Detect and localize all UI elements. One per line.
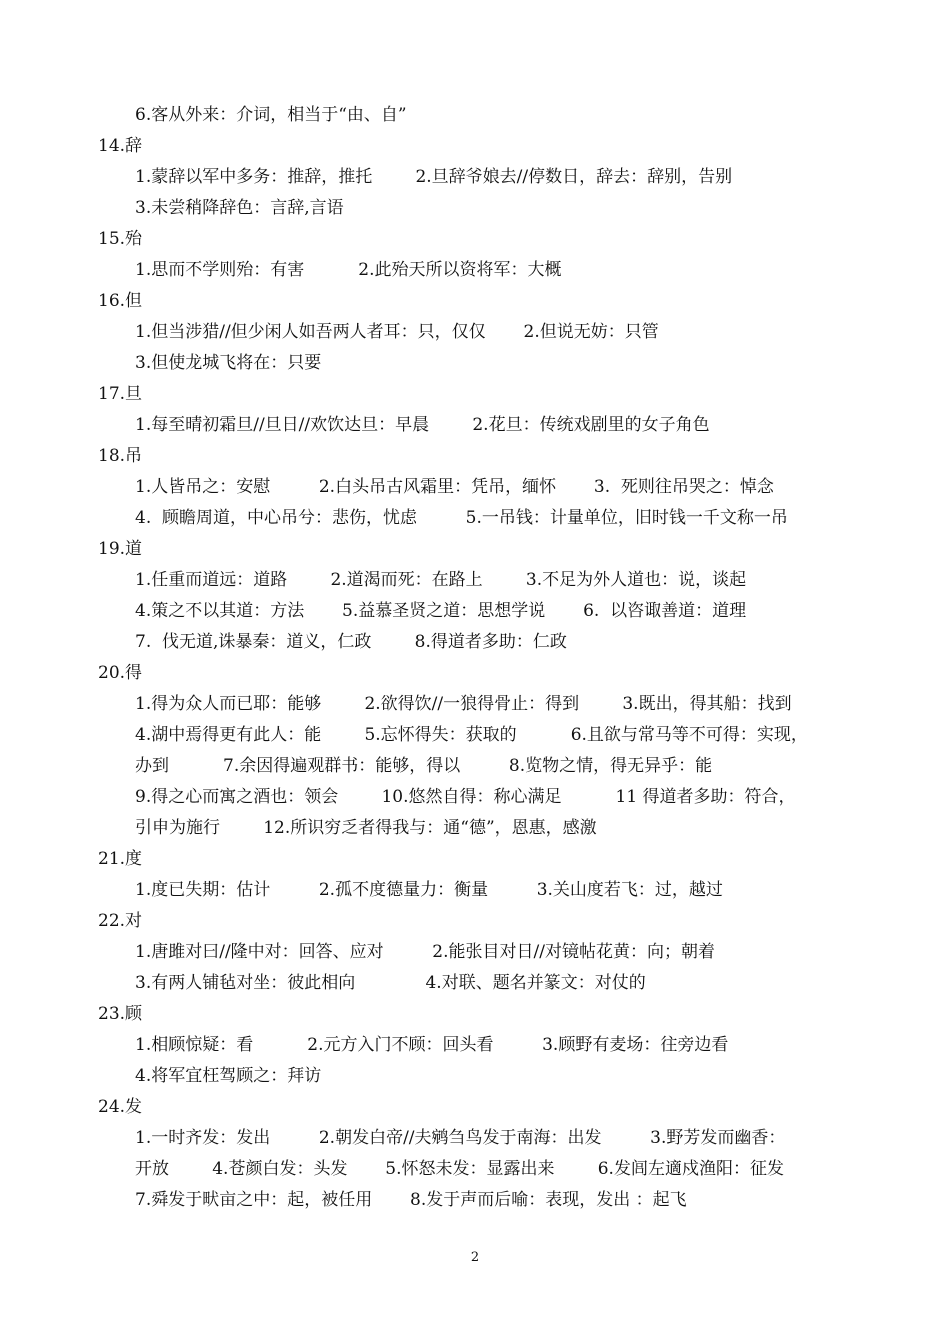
entry-heading: 24.发 <box>98 1097 143 1117</box>
definition-line: 1.人皆吊之：安慰 2.白头吊古风霜里：凭吊，缅怀 3. 死则往吊哭之：悼念 <box>135 477 774 497</box>
definition-line: 4. 顾瞻周道，中心吊兮：悲伤，忧虑 5.一吊钱：计量单位，旧时钱一千文称一吊 <box>135 508 788 528</box>
definition-line: 7.舜发于畎亩之中：起，被任用 8.发于声而后喻：表现，发出 ：起飞 <box>135 1190 687 1210</box>
definition-line: 1.任重而道远：道路 2.道渴而死：在路上 3.不足为外人道也：说，谈起 <box>135 570 747 590</box>
entry-heading: 22.对 <box>98 911 143 931</box>
entry-heading: 20.得 <box>98 663 143 683</box>
definition-line: 4.湖中焉得更有此人：能 5.忘怀得失：获取的 6.且欲与常马等不可得：实现， <box>135 725 808 745</box>
definition-continuation: 办到 7.余因得遍观群书：能够，得以 8.览物之情，得无异乎：能 <box>135 756 713 776</box>
definition-line: 1.唐雎对曰//隆中对：回答、应对 2.能张目对日//对镜帖花黄：向；朝着 <box>135 942 715 962</box>
entry-heading: 23.顾 <box>98 1004 143 1024</box>
entry-heading: 21.度 <box>98 849 143 869</box>
definition-line: 1.度已失期：估计 2.孤不度德量力：衡量 3.关山度若飞：过，越过 <box>135 880 723 900</box>
definition-line: 3.但使龙城飞将在：只要 <box>135 353 322 373</box>
definition-line: 3.未尝稍降辞色：言辞,言语 <box>135 198 344 218</box>
definition-line: 1.每至晴初霜旦//旦日//欢饮达旦：早晨 2.花旦：传统戏剧里的女子角色 <box>135 415 710 435</box>
definition-line: 7. 伐无道,诛暴秦：道义，仁政 8.得道者多助：仁政 <box>135 632 567 652</box>
definition-line: 1.得为众人而已耶：能够 2.欲得饮//一狼得骨止：得到 3.既出，得其船：找到 <box>135 694 792 714</box>
definition-line: 1.但当涉猎//但少闲人如吾两人者耳：只，仅仅 2.但说无妨：只管 <box>135 322 659 342</box>
entry-heading: 19.道 <box>98 539 143 559</box>
entry-heading: 15.殆 <box>98 229 143 249</box>
definition-continuation: 引申为施行 12.所识穷乏者得我与：通“德”，恩惠，感激 <box>135 818 597 838</box>
definition-line: 4.将军宜枉驾顾之：拜访 <box>135 1066 322 1086</box>
entry-heading: 17.旦 <box>98 384 143 404</box>
definition-continuation: 开放 4.苍颜白发：头发 5.怀怒未发：显露出来 6.发闾左適戍渔阳：征发 <box>135 1159 784 1179</box>
definition-line: 1.一时齐发：发出 2.朝发白帝//夫鹓刍鸟发于南海：出发 3.野芳发而幽香： <box>135 1128 786 1148</box>
definition-line: 3.有两人铺毡对坐：彼此相向 4.对联、题名并篆文：对仗的 <box>135 973 646 993</box>
entry-heading: 14.辞 <box>98 136 143 156</box>
definition-line: 1.相顾惊疑：看 2.元方入门不顾：回头看 3.顾野有麦场：往旁边看 <box>135 1035 729 1055</box>
definition-line: 6.客从外来：介词，相当于“由、自” <box>135 105 407 125</box>
document-body <box>98 100 858 1216</box>
entry-heading: 16.但 <box>98 291 143 311</box>
definition-line: 1.蒙辞以军中多务：推辞，推托 2.旦辞爷娘去//停数日，辞去：辞别，告别 <box>135 167 733 187</box>
entry-heading: 18.吊 <box>98 446 143 466</box>
definition-line: 9.得之心而寓之酒也：领会 10.悠然自得：称心满足 11 得道者多助：符合， <box>135 787 796 807</box>
definition-line: 4.策之不以其道：方法 5.益慕圣贤之道：思想学说 6. 以咨诹善道：道理 <box>135 601 747 621</box>
page-number: 2 <box>470 1250 480 1265</box>
definition-line: 1.思而不学则殆：有害 2.此殆天所以资将军：大概 <box>135 260 562 280</box>
